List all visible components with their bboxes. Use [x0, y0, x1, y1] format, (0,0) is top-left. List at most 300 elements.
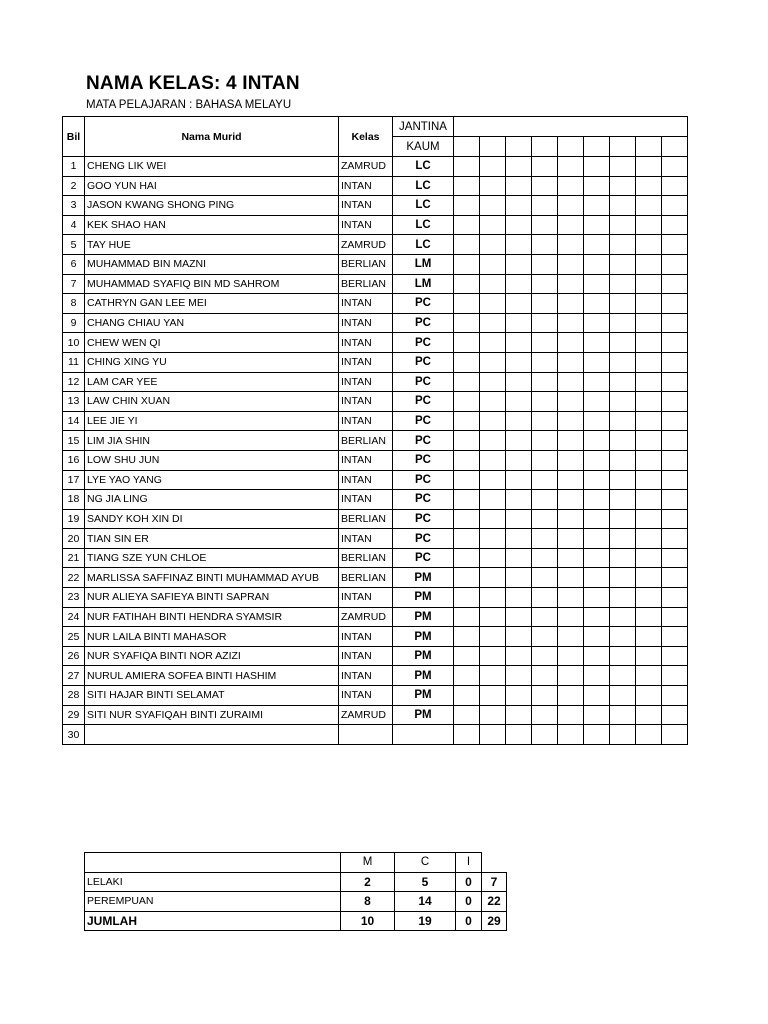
blank-cell [480, 392, 506, 412]
student-race-gender: PM [393, 627, 454, 647]
student-name: NUR LAILA BINTI MAHASOR [85, 627, 339, 647]
blank-cell [584, 607, 610, 627]
blank-cell [584, 646, 610, 666]
blank-cell [662, 686, 688, 706]
blank-cell [558, 157, 584, 177]
blank-cell [584, 333, 610, 353]
student-class: INTAN [339, 392, 393, 412]
header-blank-cell [506, 137, 532, 157]
blank-cell [506, 529, 532, 549]
blank-cell [584, 509, 610, 529]
subject-subtitle: MATA PELAJARAN : BAHASA MELAYU [86, 99, 292, 111]
blank-cell [636, 490, 662, 510]
table-row [63, 627, 688, 647]
blank-cell [610, 215, 636, 235]
student-name: LOW SHU JUN [85, 450, 339, 470]
blank-cell [662, 352, 688, 372]
student-class: INTAN [339, 529, 393, 549]
blank-cell [532, 431, 558, 451]
student-name: LEE JIE YI [85, 411, 339, 431]
blank-cell [584, 392, 610, 412]
blank-cell [662, 196, 688, 216]
blank-cell [558, 725, 584, 745]
summary-row-lelaki [85, 872, 507, 892]
blank-cell [662, 450, 688, 470]
blank-cell [454, 470, 480, 490]
blank-cell [480, 294, 506, 314]
blank-cell [662, 509, 688, 529]
blank-cell [532, 215, 558, 235]
blank-cell [480, 666, 506, 686]
row-number: 12 [63, 372, 85, 392]
blank-cell [610, 588, 636, 608]
blank-cell [532, 686, 558, 706]
blank-cell [584, 588, 610, 608]
student-name: MUHAMMAD SYAFIQ BIN MD SAHROM [85, 274, 339, 294]
blank-cell [480, 333, 506, 353]
student-name: TIAN SIN ER [85, 529, 339, 549]
blank-cell [636, 392, 662, 412]
blank-cell [558, 509, 584, 529]
blank-cell [506, 176, 532, 196]
student-race-gender: PC [393, 352, 454, 372]
student-name: GOO YUN HAI [85, 176, 339, 196]
blank-cell [480, 529, 506, 549]
blank-cell [584, 568, 610, 588]
student-class: BERLIAN [339, 568, 393, 588]
blank-cell [610, 411, 636, 431]
blank-cell [584, 313, 610, 333]
page-title: NAMA KELAS: 4 INTAN [86, 73, 300, 94]
blank-cell [532, 313, 558, 333]
row-number: 20 [63, 529, 85, 549]
blank-cell [610, 196, 636, 216]
blank-cell [610, 607, 636, 627]
student-race-gender: PC [393, 294, 454, 314]
blank-cell [532, 352, 558, 372]
student-race-gender: PM [393, 568, 454, 588]
blank-cell [506, 274, 532, 294]
table-row [63, 470, 688, 490]
student-class: ZAMRUD [339, 235, 393, 255]
student-name: SITI NUR SYAFIQAH BINTI ZURAIMI [85, 705, 339, 725]
table-row [63, 274, 688, 294]
student-race-gender: PM [393, 666, 454, 686]
blank-cell [558, 313, 584, 333]
student-class: ZAMRUD [339, 705, 393, 725]
blank-cell [610, 157, 636, 177]
student-class: INTAN [339, 333, 393, 353]
blank-cell [636, 548, 662, 568]
student-name: TIANG SZE YUN CHLOE [85, 548, 339, 568]
summary-i: 0 [456, 872, 482, 892]
blank-cell [610, 686, 636, 706]
blank-cell [584, 352, 610, 372]
blank-cell [480, 431, 506, 451]
blank-cell [532, 392, 558, 412]
blank-cell [662, 254, 688, 274]
table-row [63, 450, 688, 470]
header-blank-cell [662, 137, 688, 157]
blank-cell [636, 470, 662, 490]
blank-cell [610, 176, 636, 196]
blank-cell [454, 646, 480, 666]
blank-cell [532, 548, 558, 568]
table-row [63, 254, 688, 274]
student-class: INTAN [339, 686, 393, 706]
blank-cell [584, 157, 610, 177]
blank-cell [480, 548, 506, 568]
student-name: KEK SHAO HAN [85, 215, 339, 235]
table-row [63, 372, 688, 392]
blank-cell [662, 157, 688, 177]
blank-cell [506, 352, 532, 372]
blank-cell [532, 372, 558, 392]
blank-cell [636, 529, 662, 549]
row-number: 18 [63, 490, 85, 510]
blank-cell [454, 705, 480, 725]
row-number: 10 [63, 333, 85, 353]
blank-cell [480, 450, 506, 470]
student-class [339, 725, 393, 745]
blank-cell [636, 646, 662, 666]
blank-cell [480, 176, 506, 196]
blank-cell [532, 705, 558, 725]
blank-cell [558, 470, 584, 490]
blank-cell [480, 470, 506, 490]
blank-cell [506, 607, 532, 627]
student-name: LAM CAR YEE [85, 372, 339, 392]
blank-cell [636, 607, 662, 627]
header-nama-murid: Nama Murid [85, 117, 339, 157]
blank-cell [662, 725, 688, 745]
blank-cell [480, 646, 506, 666]
blank-cell [558, 568, 584, 588]
blank-cell [662, 529, 688, 549]
blank-cell [454, 627, 480, 647]
row-number: 1 [63, 157, 85, 177]
summary-header-blank [85, 853, 341, 873]
table-row [63, 705, 688, 725]
summary-total: 7 [482, 872, 507, 892]
student-name: TAY HUE [85, 235, 339, 255]
student-name: CHENG LIK WEI [85, 157, 339, 177]
blank-cell [636, 588, 662, 608]
row-number: 23 [63, 588, 85, 608]
table-row [63, 529, 688, 549]
student-race-gender: PC [393, 529, 454, 549]
blank-cell [454, 607, 480, 627]
blank-cell [662, 705, 688, 725]
blank-cell [558, 607, 584, 627]
blank-cell [610, 646, 636, 666]
student-name: SITI HAJAR BINTI SELAMAT [85, 686, 339, 706]
blank-cell [454, 274, 480, 294]
row-number: 2 [63, 176, 85, 196]
summary-header-m: M [341, 853, 395, 873]
blank-cell [454, 548, 480, 568]
blank-cell [610, 294, 636, 314]
table-row [63, 157, 688, 177]
blank-cell [558, 548, 584, 568]
blank-cell [480, 313, 506, 333]
table-row [63, 548, 688, 568]
blank-cell [532, 607, 558, 627]
header-blank-span [454, 117, 688, 137]
blank-cell [532, 294, 558, 314]
student-race-gender: PC [393, 548, 454, 568]
blank-cell [506, 450, 532, 470]
blank-cell [610, 254, 636, 274]
blank-cell [662, 274, 688, 294]
blank-cell [610, 627, 636, 647]
student-name: MUHAMMAD BIN MAZNI [85, 254, 339, 274]
blank-cell [636, 686, 662, 706]
summary-total: 29 [482, 911, 507, 931]
blank-cell [532, 725, 558, 745]
blank-cell [558, 666, 584, 686]
student-race-gender: PC [393, 313, 454, 333]
blank-cell [662, 666, 688, 686]
blank-cell [558, 705, 584, 725]
blank-cell [558, 450, 584, 470]
blank-cell [506, 235, 532, 255]
blank-cell [584, 529, 610, 549]
blank-cell [584, 470, 610, 490]
student-class: INTAN [339, 176, 393, 196]
student-class: INTAN [339, 372, 393, 392]
student-race-gender: PC [393, 411, 454, 431]
blank-cell [584, 548, 610, 568]
header-kaum: KAUM [393, 137, 454, 157]
student-class: BERLIAN [339, 254, 393, 274]
blank-cell [584, 705, 610, 725]
blank-cell [506, 627, 532, 647]
blank-cell [480, 725, 506, 745]
blank-cell [610, 548, 636, 568]
table-row [63, 666, 688, 686]
blank-cell [532, 509, 558, 529]
row-number: 9 [63, 313, 85, 333]
student-class: INTAN [339, 450, 393, 470]
summary-i: 0 [456, 892, 482, 912]
summary-header-c: C [395, 853, 456, 873]
blank-cell [506, 392, 532, 412]
header-blank-cell [610, 137, 636, 157]
blank-cell [480, 352, 506, 372]
blank-cell [558, 490, 584, 510]
row-number: 21 [63, 548, 85, 568]
blank-cell [610, 568, 636, 588]
blank-cell [480, 196, 506, 216]
table-row [63, 686, 688, 706]
blank-cell [506, 313, 532, 333]
blank-cell [506, 666, 532, 686]
blank-cell [662, 490, 688, 510]
blank-cell [506, 548, 532, 568]
student-class: BERLIAN [339, 548, 393, 568]
blank-cell [532, 333, 558, 353]
student-name: JASON KWANG SHONG PING [85, 196, 339, 216]
blank-cell [506, 411, 532, 431]
blank-cell [610, 666, 636, 686]
blank-cell [506, 705, 532, 725]
blank-cell [662, 568, 688, 588]
student-race-gender: PC [393, 392, 454, 412]
blank-cell [506, 509, 532, 529]
table-row [63, 352, 688, 372]
student-race-gender: PC [393, 431, 454, 451]
row-number: 30 [63, 725, 85, 745]
blank-cell [558, 215, 584, 235]
blank-cell [636, 313, 662, 333]
blank-cell [558, 274, 584, 294]
blank-cell [584, 254, 610, 274]
student-name: NUR FATIHAH BINTI HENDRA SYAMSIR [85, 607, 339, 627]
blank-cell [532, 666, 558, 686]
header-blank-cell [558, 137, 584, 157]
blank-cell [636, 431, 662, 451]
blank-cell [610, 392, 636, 412]
blank-cell [662, 392, 688, 412]
row-number: 24 [63, 607, 85, 627]
blank-cell [454, 235, 480, 255]
blank-cell [584, 450, 610, 470]
header-blank-cell [584, 137, 610, 157]
blank-cell [584, 235, 610, 255]
row-number: 27 [63, 666, 85, 686]
blank-cell [532, 235, 558, 255]
blank-cell [506, 157, 532, 177]
student-class: BERLIAN [339, 509, 393, 529]
table-row [63, 196, 688, 216]
blank-cell [506, 333, 532, 353]
blank-cell [480, 686, 506, 706]
row-number: 6 [63, 254, 85, 274]
student-race-gender: LC [393, 157, 454, 177]
blank-cell [662, 431, 688, 451]
student-name [85, 725, 339, 745]
student-race-gender: LC [393, 235, 454, 255]
table-row [63, 176, 688, 196]
student-class: BERLIAN [339, 431, 393, 451]
summary-row-perempuan [85, 892, 507, 912]
blank-cell [558, 372, 584, 392]
table-row [63, 313, 688, 333]
row-number: 28 [63, 686, 85, 706]
row-number: 4 [63, 215, 85, 235]
blank-cell [610, 431, 636, 451]
row-number: 14 [63, 411, 85, 431]
student-table [62, 116, 688, 745]
row-number: 29 [63, 705, 85, 725]
row-number: 26 [63, 646, 85, 666]
blank-cell [558, 196, 584, 216]
blank-cell [532, 529, 558, 549]
blank-cell [454, 196, 480, 216]
blank-cell [454, 254, 480, 274]
blank-cell [610, 313, 636, 333]
row-number: 16 [63, 450, 85, 470]
blank-cell [636, 333, 662, 353]
table-row [63, 509, 688, 529]
blank-cell [636, 450, 662, 470]
blank-cell [558, 254, 584, 274]
table-row [63, 725, 688, 745]
row-number: 13 [63, 392, 85, 412]
blank-cell [558, 529, 584, 549]
blank-cell [454, 686, 480, 706]
blank-cell [454, 392, 480, 412]
blank-cell [454, 333, 480, 353]
blank-cell [636, 705, 662, 725]
blank-cell [636, 372, 662, 392]
blank-cell [454, 431, 480, 451]
student-name: LIM JIA SHIN [85, 431, 339, 451]
summary-header-empty [482, 853, 507, 873]
table-row [63, 411, 688, 431]
blank-cell [584, 490, 610, 510]
blank-cell [480, 235, 506, 255]
blank-cell [532, 176, 558, 196]
blank-cell [610, 450, 636, 470]
blank-cell [610, 490, 636, 510]
blank-cell [480, 215, 506, 235]
blank-cell [636, 196, 662, 216]
summary-label: LELAKI [85, 872, 341, 892]
table-row [63, 392, 688, 412]
blank-cell [506, 196, 532, 216]
blank-cell [454, 157, 480, 177]
blank-cell [610, 705, 636, 725]
blank-cell [662, 607, 688, 627]
blank-cell [506, 294, 532, 314]
header-blank-cell [454, 137, 480, 157]
student-race-gender: PC [393, 450, 454, 470]
student-class: INTAN [339, 627, 393, 647]
row-number: 8 [63, 294, 85, 314]
blank-cell [662, 588, 688, 608]
student-race-gender: PC [393, 509, 454, 529]
blank-cell [558, 411, 584, 431]
student-race-gender: PM [393, 646, 454, 666]
blank-cell [454, 215, 480, 235]
student-name: NURUL AMIERA SOFEA BINTI HASHIM [85, 666, 339, 686]
blank-cell [584, 725, 610, 745]
student-race-gender: LC [393, 176, 454, 196]
blank-cell [558, 588, 584, 608]
blank-cell [584, 294, 610, 314]
blank-cell [454, 176, 480, 196]
summary-label: JUMLAH [85, 911, 341, 931]
blank-cell [506, 490, 532, 510]
student-name: LYE YAO YANG [85, 470, 339, 490]
blank-cell [506, 646, 532, 666]
blank-cell [558, 333, 584, 353]
blank-cell [558, 392, 584, 412]
header-jantina: JANTINA [393, 117, 454, 137]
blank-cell [636, 509, 662, 529]
blank-cell [454, 411, 480, 431]
blank-cell [662, 646, 688, 666]
blank-cell [506, 254, 532, 274]
header-blank-cell [480, 137, 506, 157]
student-name: NUR SYAFIQA BINTI NOR AZIZI [85, 646, 339, 666]
blank-cell [480, 705, 506, 725]
table-row [63, 568, 688, 588]
student-race-gender: LC [393, 196, 454, 216]
row-number: 17 [63, 470, 85, 490]
